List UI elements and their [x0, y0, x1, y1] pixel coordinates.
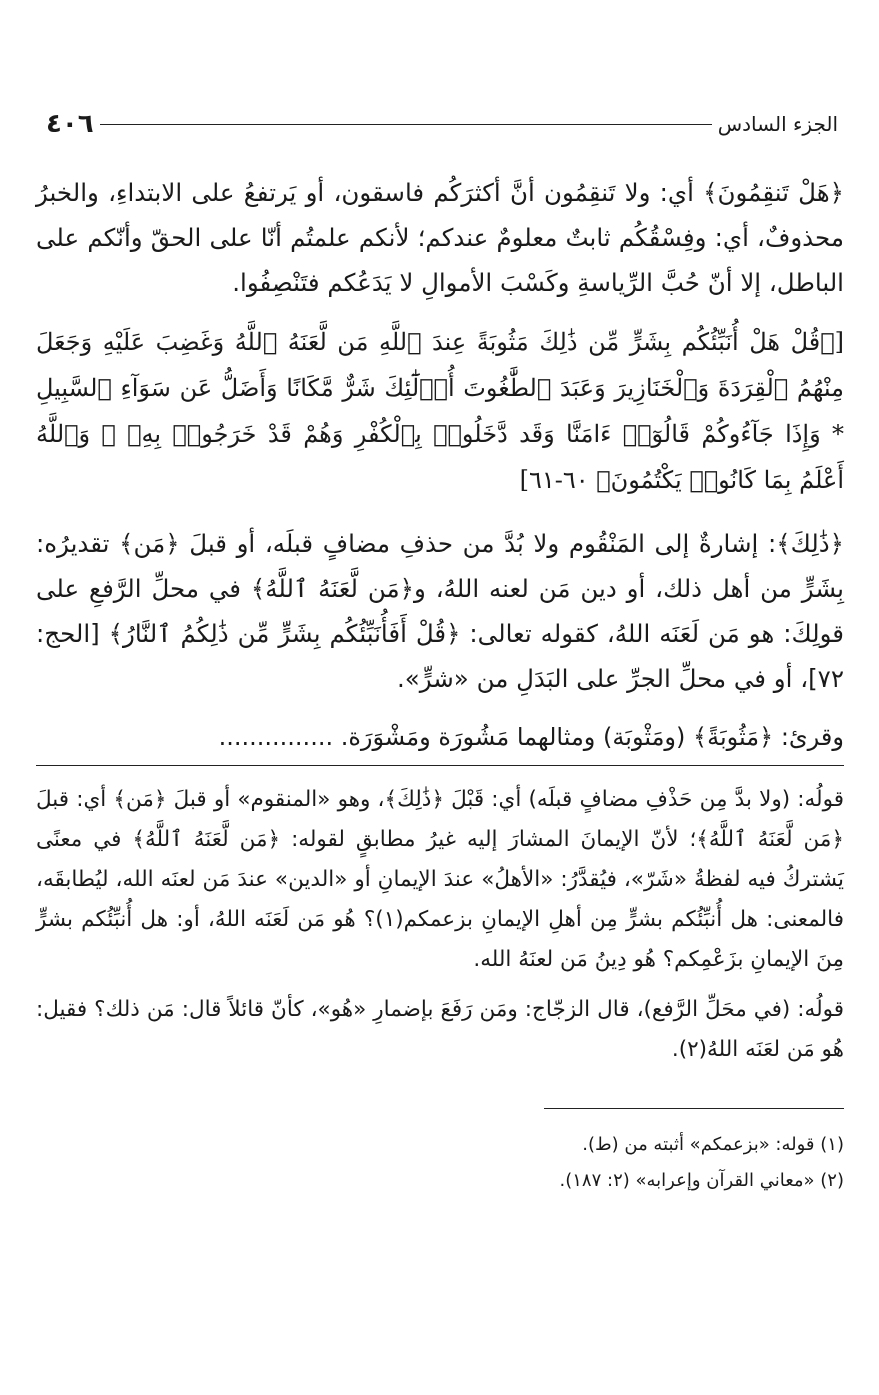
paragraph-1: ﴿هَلْ تَنقِمُونَ﴾ أي: ولا تَنقِمُون أنَّ أكثرَكُم فاسقون، أو يَرتفعُ على الابتداءِ، والخبرُ محذوفٌ، أي: وفِسْقُكُم ثابتٌ معلومٌ عندكم؛ لأنكم علمتُم أنّا على الحقّ وأنّكم على الباطل، إلا أنّ حُبَّ الرِّياسةِ وكَسْبَ الأموالِ لا يَدَعُكم فتَنْصِفُوا. [36, 178, 844, 297]
commentary-1: قولُه: (ولا بدَّ مِن حَذْفِ مضافٍ قبلَه) أي: قَبْلَ ﴿ذَٰلِكَ﴾، وهو «المنقوم» أو قبلَ ﴿مَن﴾ أي: قبلَ ﴿مَن لَّعَنَهُ ٱللَّهُ﴾؛ لأنّ الإيمانَ المشارَ إليه غيرُ مطابقٍ لقوله: ﴿مَن لَّعَنَهُ ٱللَّهُ﴾ في معنًى يَشتركُ فيه لفظةُ «شَرّ»، فيُقدَّرُ: «الأهلُ» عندَ الإيمانِ أو «الدين» عندَ مَن لعنَه الله، ليُطابقَه، فالمعنى: هل أُنبِّئُكم بشرٍّ مِن أهلِ الإيمانِ بزعمكم(١)؟ هُو مَن لَعَنَه اللهُ، أو: هل أُنبِّئُكم بشرٍّ مِنَ الإيمانِ بزَعْمِكم؟ هُو دِينُ مَن لعنَهُ الله. [36, 787, 844, 972]
running-header [36, 96, 844, 152]
paragraph-2: ﴿ذَٰلِكَ﴾: إشارةٌ إلى المَنْقُوم ولا بُدَّ من حذفِ مضافٍ قبلَه، أو قبلَ ﴿مَن﴾ تقديرُه: بِشَرٍّ من أهل ذلك، أو دين مَن لعنه اللهُ، و﴿مَن لَّعَنَهُ ٱللَّهُ﴾ في محلِّ الرَّفعِ على قولِكَ: هو مَن لَعَنَه اللهُ، كقوله تعالى: ﴿قُلْ أَفَأُنَبِّئُكُم بِشَرٍّ مِّن ذَٰلِكُمُ ٱلنَّارُ﴾ [الحج: ٧٢]، أو في محلِّ الجرِّ على البَدَلِ من «شرٍّ». [36, 529, 844, 693]
page [36, 96, 844, 1199]
paragraph-3: وقرئ: ﴿مَثُوبَةً﴾ (ومَثْوبَة) ومثالهما مَشُورَة ومَشْوَرَة. ............... [218, 723, 844, 751]
footnote-rule [544, 1108, 844, 1109]
commentary [36, 780, 844, 1070]
footnote-2: (٢) «معاني القرآن وإعرابه» (٢: ١٨٧). [559, 1170, 844, 1191]
page-number: ٤٠٦ [46, 109, 94, 139]
footnote-1: (١) قوله: «بزعمكم» أثبته من (ط). [582, 1134, 844, 1155]
header-rule [100, 124, 712, 125]
part-title: الجزء السادس [717, 112, 838, 136]
main-text [36, 170, 844, 759]
footnotes [36, 1127, 844, 1199]
quran-verse-block: [﴿قُلْ هَلْ أُنَبِّئُكُم بِشَرٍّ مِّن ذَٰلِكَ مَثُوبَةً عِندَ ٱللَّهِ مَن لَّعَنَهُ ٱللَّهُ وَغَضِبَ عَلَيْهِ وَجَعَلَ مِنْهُمُ ٱلْقِرَدَةَ وَٱلْخَنَازِيرَ وَعَبَدَ ٱلطَّٰغُوتَ أُو۟لَٰٓئِكَ شَرٌّ مَّكَانًا وَأَضَلُّ عَن سَوَآءِ ٱلسَّبِيلِ * وَإِذَا جَآءُوكُمْ قَالُوٓا۟ ءَامَنَّا وَقَد دَّخَلُوا۟ بِٱلْكُفْرِ وَهُمْ قَدْ خَرَجُوا۟ بِهِۦ ۚ وَٱللَّهُ أَعْلَمُ بِمَا كَانُوا۟ يَكْتُمُونَ﴾ ٦٠-٦١] [36, 328, 844, 494]
commentary-separator [36, 765, 844, 766]
commentary-2: قولُه: (في محَلِّ الرَّفع)، قال الزجّاج: ومَن رَفَعَ بإضمارِ «هُو»، كأنّ قائلاً قال: مَن ذلك؟ فقيل: هُو مَن لعَنَه اللهُ(٢). [36, 997, 844, 1062]
